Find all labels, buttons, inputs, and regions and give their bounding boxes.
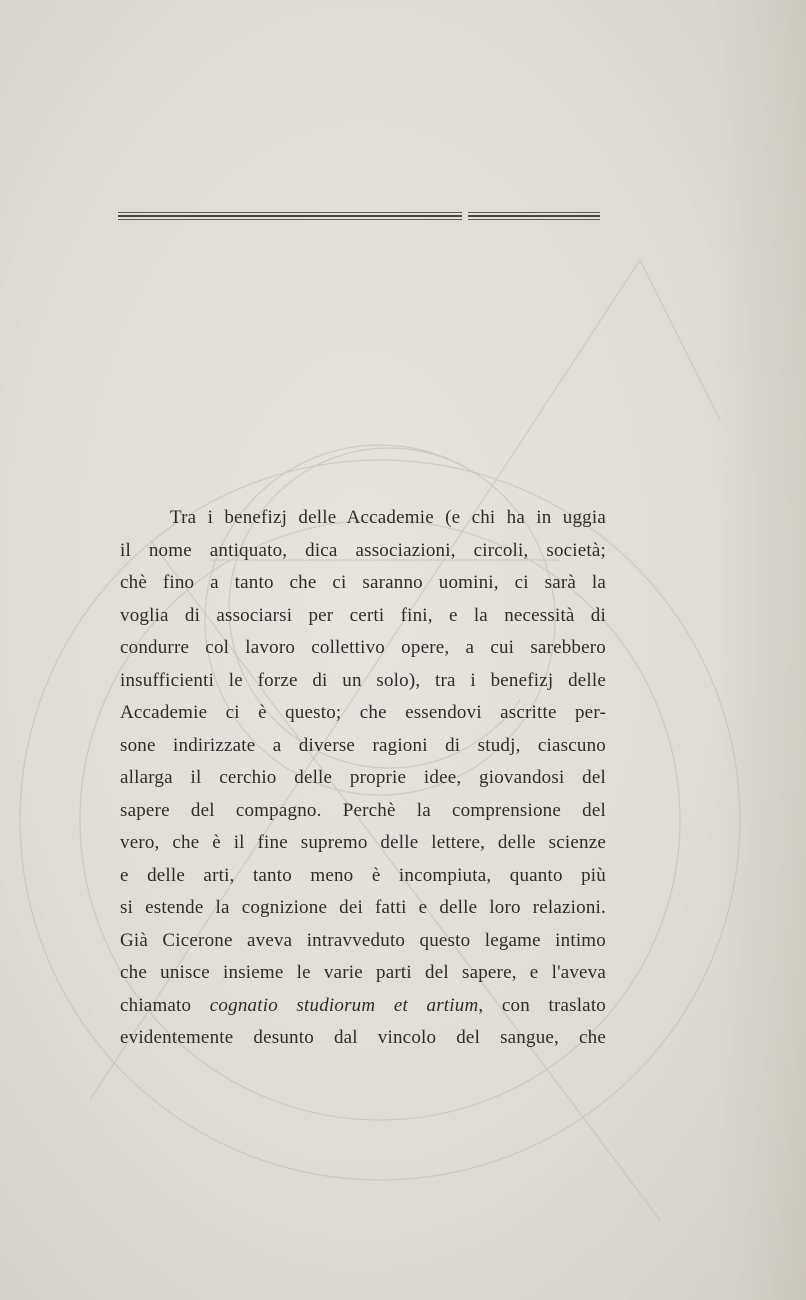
text-line: e delle arti, tanto meno è incompiuta, quanto più [120,864,606,886]
text-segment: chiamato [120,994,210,1016]
text-line: sone indirizzate a diverse ragioni di studj, ciascuno [120,734,606,756]
text-line-latin-quote [120,990,606,1023]
text-line: il nome antiquato, dica associazioni, circoli, società; [120,539,606,561]
text-segment: , con traslato [478,994,606,1016]
text-line: chè fino a tanto che ci saranno uomini, ci sarà la [120,572,606,593]
text-line: condurre col lavoro collettivo opere, a cui sarebbero [120,637,606,658]
rule-left-segment [118,212,462,220]
text-line: Tra i benefizj delle Accademie (e chi ha in uggia [170,507,606,528]
rule-right-segment [468,212,600,220]
text-line: evidentemente desunto dal vincolo del sangue, che [120,1027,606,1048]
ornamental-rule [118,212,600,220]
text-line: insufficienti le forze di un solo), tra i benefizj delle [120,669,606,691]
text-line: voglia di associarsi per certi fini, e la necessità di [120,604,606,626]
text-line: si estende la cognizione dei fatti e delle loro relazioni. [120,897,606,918]
latin-phrase: cognatio studiorum et artium [209,994,479,1016]
text-line: vero, che è il fine supremo delle lettere, delle scienze [120,832,606,853]
text-line: che unisce insieme le varie parti del sapere, e l'aveva [120,962,606,983]
text-line: allarga il cerchio delle proprie idee, giovandosi del [120,767,606,788]
text-line: Già Cicerone aveva intravveduto questo legame intimo [120,929,606,951]
body-paragraph [120,502,606,1055]
text-line: sapere del compagno. Perchè la comprensione del [120,799,606,821]
text-line: Accademie ci è questo; che essendovi ascritte per- [120,702,606,723]
